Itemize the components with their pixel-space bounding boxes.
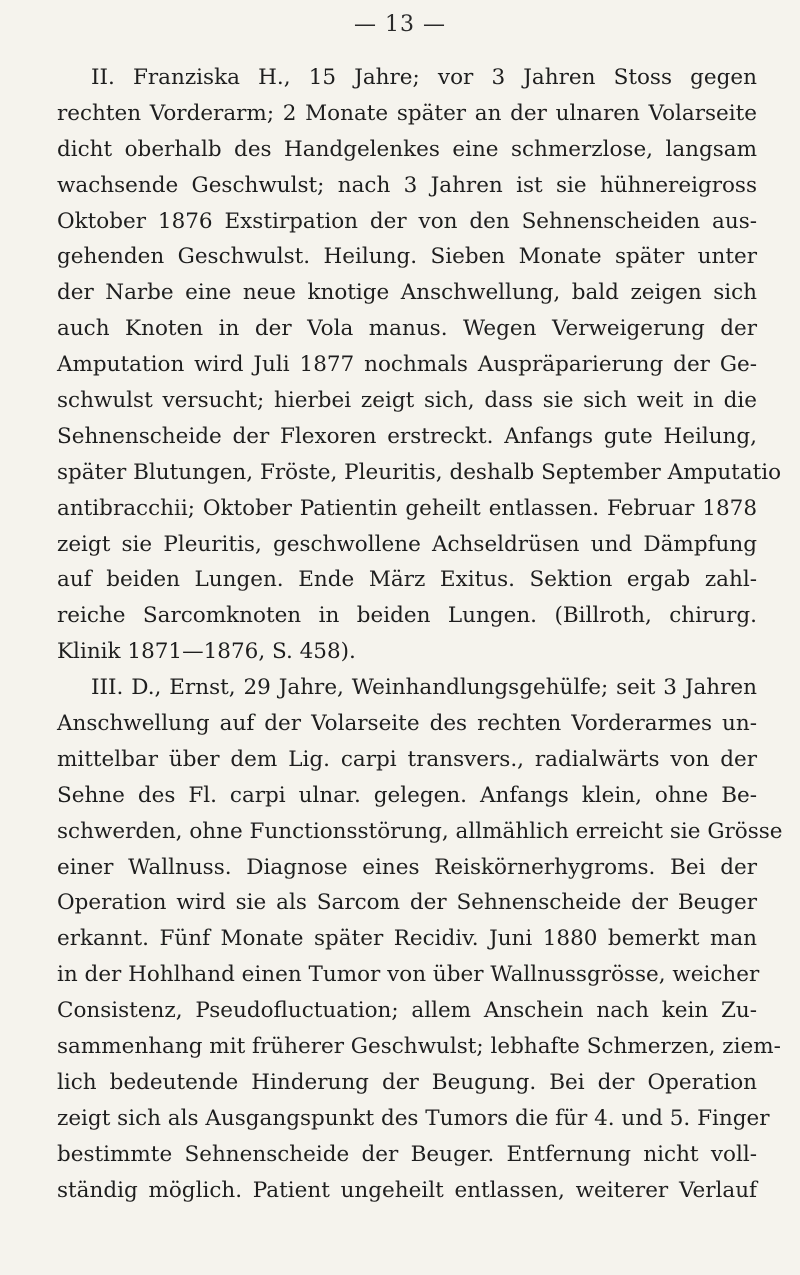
body-text	[57, 60, 783, 1209]
text-line: rechten Vorderarm; 2 Monate später an der ulnaren Volarseite	[57, 100, 757, 126]
text-line: II. Franziska H., 15 Jahre; vor 3 Jahren Stoss gegen	[91, 65, 757, 90]
text-line: reiche Sarcomknoten in beiden Lungen. (Billroth, chirurg.	[57, 603, 757, 629]
text-line: der Narbe eine neue knotige Anschwellung, bald zeigen sich	[57, 280, 757, 306]
text-line: auf beiden Lungen. Ende März Exitus. Sektion ergab zahl-	[57, 567, 757, 593]
text-line: in der Hohlhand einen Tumor von über Wallnussgrösse, weicher	[57, 962, 760, 988]
text-line: schwerden, ohne Functionsstörung, allmählich erreicht sie Grösse	[57, 818, 783, 844]
text-line: lich bedeutende Hinderung der Beugung. Bei der Operation	[57, 1069, 757, 1095]
page-number: — 13 —	[354, 12, 446, 37]
text-line: antibracchii; Oktober Patientin geheilt entlassen. Februar 1878	[57, 495, 757, 521]
text-line: zeigt sich als Ausgangspunkt des Tumors die für 4. und 5. Finger	[57, 1105, 770, 1131]
text-line: wachsende Geschwulst; nach 3 Jahren ist sie hühnereigross	[57, 172, 757, 198]
text-line: schwulst versucht; hierbei zeigt sich, dass sie sich weit in die	[57, 388, 757, 414]
text-line: später Blutungen, Fröste, Pleuritis, deshalb September Amputatio	[57, 459, 782, 485]
text-line: Sehne des Fl. carpi ulnar. gelegen. Anfangs klein, ohne Be-	[57, 782, 757, 808]
text-line: erkannt. Fünf Monate später Recidiv. Juni 1880 bemerkt man	[57, 926, 757, 952]
text-line: Klinik 1871—1876, S. 458).	[57, 639, 356, 665]
text-line: Operation wird sie als Sarcom der Sehnenscheide der Beuger	[57, 890, 757, 916]
text-line: Oktober 1876 Exstirpation der von den Sehnenscheiden aus-	[57, 208, 757, 234]
paragraph	[57, 670, 783, 1208]
text-line: sammenhang mit früherer Geschwulst; lebhafte Schmerzen, ziem-	[57, 1034, 781, 1060]
text-line: Amputation wird Juli 1877 nochmals Auspräparierung der Ge-	[57, 352, 757, 378]
text-line: Consistenz, Pseudofluctuation; allem Anschein nach kein Zu-	[57, 998, 757, 1024]
text-line: Anschwellung auf der Volarseite des rechten Vorderarmes un-	[57, 711, 757, 737]
text-line: einer Wallnuss. Diagnose eines Reiskörnerhygroms. Bei der	[57, 854, 757, 880]
text-line: zeigt sie Pleuritis, geschwollene Achseldrüsen und Dämpfung	[57, 531, 757, 557]
text-line: mittelbar über dem Lig. carpi transvers., radialwärts von der	[57, 746, 757, 772]
text-line: dicht oberhalb des Handgelenkes eine schmerzlose, langsam	[57, 136, 757, 162]
text-line: III. D., Ernst, 29 Jahre, Weinhandlungsgehülfe; seit 3 Jahren	[91, 675, 757, 701]
text-line: ständig möglich. Patient ungeheilt entlassen, weiterer Verlauf	[57, 1177, 757, 1203]
text-line: auch Knoten in der Vola manus. Wegen Verweigerung der	[57, 316, 757, 342]
paragraph	[57, 60, 782, 670]
text-line: gehenden Geschwulst. Heilung. Sieben Monate später unter	[57, 244, 757, 270]
text-line: bestimmte Sehnenscheide der Beuger. Entfernung nicht voll-	[57, 1141, 757, 1167]
text-line: Sehnenscheide der Flexoren erstreckt. Anfangs gute Heilung,	[57, 423, 757, 449]
